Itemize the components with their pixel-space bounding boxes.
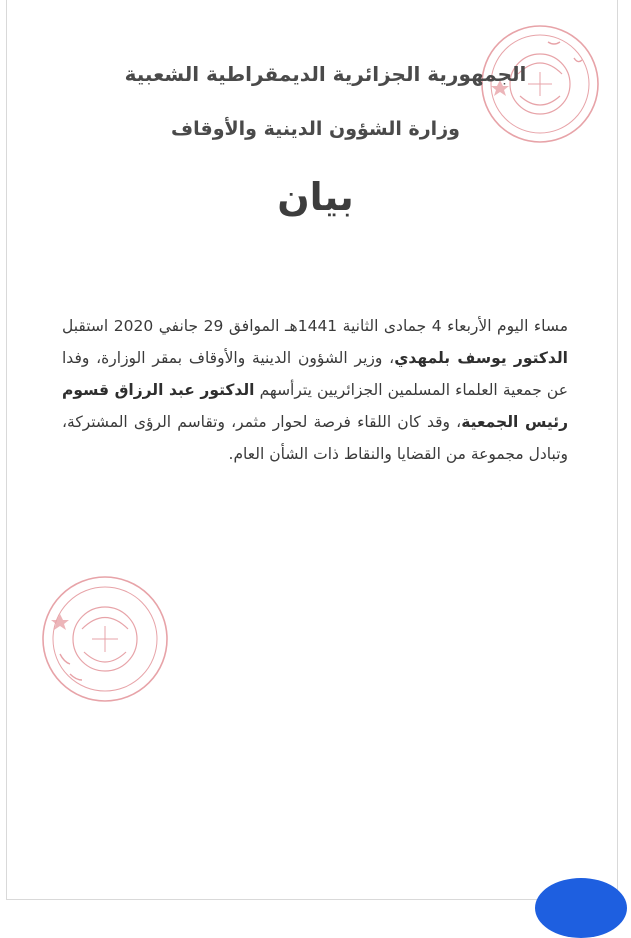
association-president-name: الدكتور عبد الرزاق قسوم رئيس الجمعية <box>62 381 568 431</box>
minister-name: الدكتور يوسف بلمهدي <box>394 349 568 367</box>
statement-text-2: ، وزير الشؤون الدينية والأوقاف بمقر الوزارة، وفدا عن جمعية العلماء المسلمين الجزائريين يترأسهم <box>62 349 568 399</box>
ministry-header: وزارة الشؤون الدينية والأوقاف <box>171 118 460 140</box>
republic-header: الجمهورية الجزائرية الديمقراطية الشعبية <box>124 62 527 86</box>
blue-mark <box>535 878 627 938</box>
statement-paragraph <box>62 310 568 470</box>
statement-text-3: ، وقد كان اللقاء فرصة لحوار مثمر، وتقاسم الرؤى المشتركة، وتبادل مجموعة من القضايا والنقاط ذات الشأن العام. <box>62 413 568 463</box>
official-stamp-bottom <box>40 574 170 704</box>
statement-text-1: مساء اليوم الأربعاء 4 جمادى الثانية 1441هـ الموافق 29 جانفي 2020 استقبل <box>62 317 569 335</box>
statement-body <box>62 310 568 470</box>
statement-title: بيان <box>277 175 354 219</box>
